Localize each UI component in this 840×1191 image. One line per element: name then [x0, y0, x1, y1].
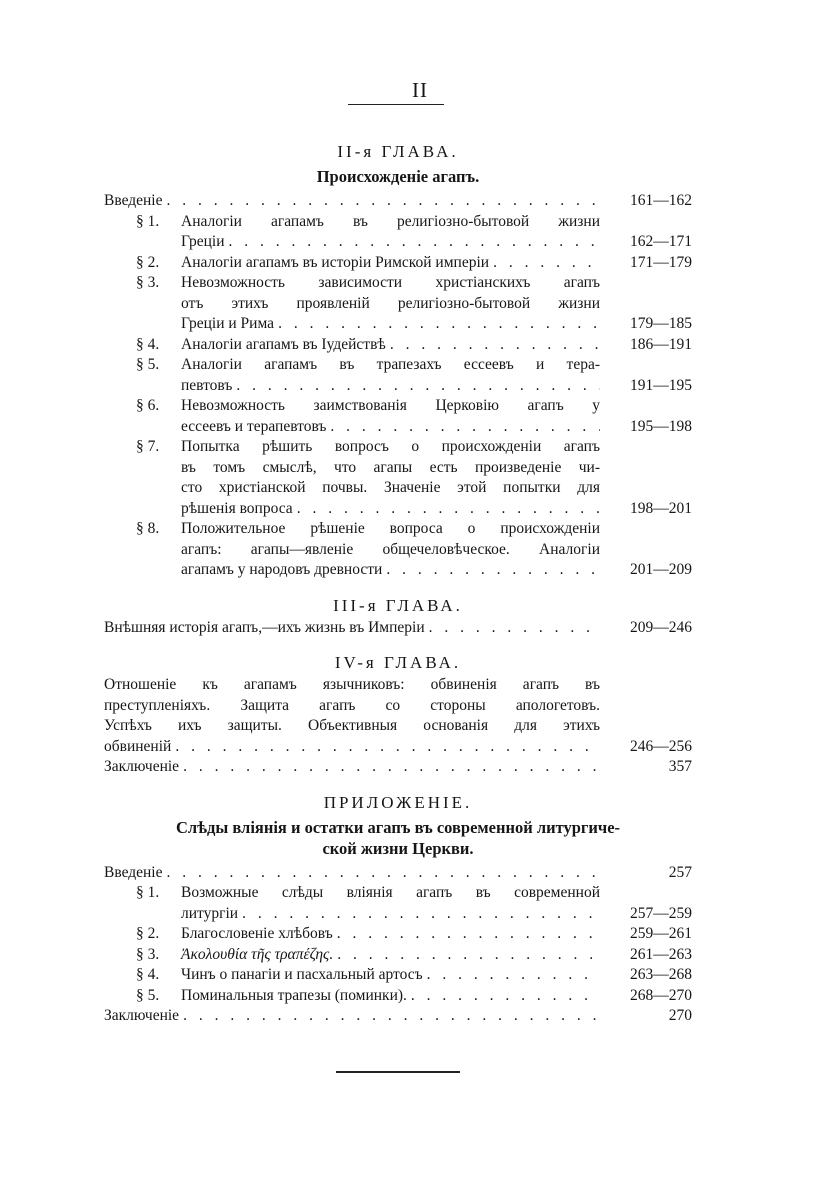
toc-entry	[104, 273, 692, 335]
toc-entry	[104, 396, 692, 437]
page-range: 263—268	[630, 966, 692, 983]
entry-text: Аналогіи агапамъ въ Іудействѣ	[181, 335, 386, 353]
dot-leader	[333, 924, 600, 945]
dot-leader	[425, 618, 600, 639]
chapter-title: Слѣды вліянія и остатки агапъ въ современной литургиче- ской жизни Церкви.	[175, 817, 621, 858]
chapter-heading: II-я ГЛАВА.	[337, 142, 459, 161]
header-rule	[348, 104, 444, 105]
entry-text: Введеніе	[104, 863, 163, 881]
entry-last-line	[181, 314, 692, 335]
toc-entry	[104, 965, 692, 986]
toc-entry	[104, 253, 692, 274]
entry-text: Возможные слѣды вліянія агапъ въ современной	[181, 884, 600, 901]
entry-text: Поминальныя трапезы (поминки).	[181, 986, 407, 1004]
page-range: 171—179	[630, 253, 692, 271]
entry-continuation-line: сто христіанской почвы. Значеніе этой попытки для	[181, 479, 600, 496]
page-range: 259—261	[630, 925, 692, 942]
page-range: 191—195	[630, 376, 692, 394]
dot-leader	[238, 904, 600, 925]
entry-text: Введеніе	[104, 192, 163, 209]
entry-text: певтовъ	[181, 376, 233, 394]
entry-first-line	[136, 519, 692, 540]
entry-first-line	[136, 335, 692, 356]
toc-entry	[104, 945, 692, 966]
page-range: 261—263	[630, 945, 692, 963]
page-range: 201—209	[630, 561, 692, 578]
dot-leader	[333, 945, 600, 966]
dot-leader	[274, 314, 600, 335]
entry-last-line	[181, 560, 692, 581]
dot-leader	[171, 737, 600, 758]
section-number: § 2.	[136, 925, 160, 942]
page-range: 257—259	[630, 904, 692, 922]
entry-first-line	[104, 191, 692, 212]
toc-entry	[104, 675, 692, 757]
page-range: 162—171	[630, 233, 692, 250]
entry-text: Внѣшняя исторія агапъ,—ихъ жизнь въ Имперіи	[104, 618, 425, 636]
entry-last-line	[181, 232, 692, 253]
page-range: 268—270	[630, 986, 692, 1004]
toc-entry	[104, 335, 692, 356]
dot-leader	[407, 986, 600, 1007]
entry-last-line	[181, 376, 692, 397]
section-gap	[104, 581, 692, 592]
entry-first-line	[136, 396, 692, 417]
dot-leader	[423, 965, 600, 986]
toc-entry	[104, 924, 692, 945]
entry-last-line	[104, 737, 692, 758]
dot-leader	[293, 499, 600, 520]
section-number: § 6.	[136, 397, 160, 414]
toc-entry	[104, 437, 692, 519]
dot-leader	[163, 191, 601, 212]
dot-leader	[225, 232, 600, 253]
section-number: § 4.	[136, 335, 160, 353]
section-number: § 5.	[136, 986, 160, 1004]
entry-continuation-line: въ томъ смыслѣ, что агапы есть произведеніе чи-	[181, 458, 600, 476]
toc-entry	[104, 757, 692, 778]
entry-text: Невозможность заимствованія Церковію агапъ у	[181, 397, 600, 414]
section-number: § 8.	[136, 520, 160, 537]
page-range: 246—256	[630, 737, 692, 755]
entry-first-line	[136, 883, 692, 904]
table-of-contents	[104, 138, 692, 1027]
dot-leader	[382, 560, 600, 581]
entry-first-line	[136, 945, 692, 966]
section-number: § 5.	[136, 356, 160, 373]
entry-text: ессеевъ и терапевтовъ	[181, 417, 327, 435]
entry-first-line	[104, 1006, 692, 1027]
entry-first-line	[136, 355, 692, 376]
page-range: 195—198	[630, 417, 692, 435]
page-range: 209—246	[630, 618, 692, 636]
toc-entry	[104, 986, 692, 1007]
footer-rule	[336, 1071, 460, 1073]
entry-first-line	[136, 437, 692, 458]
section-number: § 1.	[136, 884, 160, 901]
page-range: 179—185	[630, 315, 692, 332]
chapter-title: Происхожденіе агапъ.	[316, 167, 480, 186]
section-number: § 2.	[136, 253, 160, 271]
toc-entry	[104, 618, 692, 639]
entry-first-line	[104, 618, 692, 639]
entry-continuation-line: агапъ: агапы—явленіе общечеловѣческое. Аналогіи	[181, 540, 600, 558]
entry-text: Ἀκολουθία τῆς τραπέζης.	[181, 945, 334, 963]
entry-continuation-line: Успѣхъ ихъ защиты. Объективныя основанія для этихъ	[104, 717, 600, 734]
section-number: § 4.	[136, 966, 160, 983]
section-gap	[104, 638, 692, 649]
page-range: 270	[668, 1007, 692, 1024]
entry-text: Заключеніе	[104, 758, 180, 775]
page-range: 357	[668, 758, 692, 775]
dot-leader	[179, 757, 600, 778]
section-number: § 7.	[136, 438, 160, 455]
entry-continuation-line: отъ этихъ проявленій религіозно-бытовой жизни	[181, 294, 600, 312]
entry-text: Благословеніе хлѣбовъ	[181, 925, 333, 942]
toc-entry	[104, 1006, 692, 1027]
page-range: 186—191	[630, 335, 692, 353]
page-number: II	[412, 78, 428, 102]
entry-continuation-line: преступленіяхъ. Защита агапъ со стороны апологетовъ.	[104, 696, 600, 714]
entry-text: Аналогіи агапамъ въ религіозно-бытовой жизни	[181, 212, 600, 230]
dot-leader	[326, 417, 600, 438]
entry-first-line	[104, 863, 692, 884]
toc-entry	[104, 863, 692, 884]
section-number: § 1.	[136, 212, 160, 230]
entry-text: Попытка рѣшить вопросъ о происхожденіи агапъ	[181, 438, 600, 455]
entry-text: обвиненій	[104, 737, 172, 755]
entry-first-line	[136, 924, 692, 945]
page-range: 161—162	[630, 192, 692, 209]
entry-last-line	[181, 904, 692, 925]
dot-leader	[163, 863, 601, 884]
chapter-heading: III-я ГЛАВА.	[333, 595, 463, 615]
chapter-heading: ПРИЛОЖЕНІЕ.	[323, 792, 473, 812]
entry-last-line	[181, 499, 692, 520]
toc-entry	[104, 212, 692, 253]
entry-text: Заключеніе	[104, 1007, 180, 1024]
entry-text: Отношеніе къ агапамъ язычниковъ: обвиненія агапъ въ	[104, 676, 600, 693]
entry-text: Аналогіи агапамъ въ исторіи Римской имперіи	[181, 253, 490, 271]
dot-leader	[489, 253, 600, 274]
page-range: 198—201	[630, 499, 692, 517]
entry-first-line	[104, 757, 692, 778]
entry-text: литургіи	[181, 904, 239, 922]
entry-text: агапамъ у народовъ древности	[181, 561, 383, 578]
entry-first-line	[136, 965, 692, 986]
entry-text: Греціи и Рима	[181, 315, 275, 332]
entry-text: рѣшенія вопроса	[181, 499, 293, 517]
toc-entry	[104, 519, 692, 581]
entry-last-line	[181, 417, 692, 438]
entry-first-line	[104, 675, 692, 696]
entry-text: Положительное рѣшеніе вопроса о происхожденіи	[181, 520, 600, 537]
toc-entry	[104, 355, 692, 396]
entry-first-line	[136, 212, 692, 233]
entry-text: Греціи	[181, 233, 225, 250]
dot-leader	[179, 1006, 600, 1027]
toc-entry	[104, 191, 692, 212]
section-number: § 3.	[136, 274, 160, 291]
entry-text: Аналогіи агапамъ въ трапезахъ ессеевъ и тера-	[181, 356, 600, 373]
entry-text: Чинъ о панагіи и пасхальный артосъ	[181, 966, 423, 983]
section-gap	[104, 778, 692, 789]
chapter-heading: IV-я ГЛАВА.	[334, 653, 462, 672]
entry-first-line	[136, 273, 692, 294]
section-number: § 3.	[136, 945, 160, 963]
entry-text: Невозможность зависимости христіанскихъ агапъ	[181, 274, 600, 291]
page-range: 257	[668, 863, 692, 881]
toc-entry	[104, 883, 692, 924]
dot-leader	[386, 335, 600, 356]
dot-leader	[232, 376, 600, 397]
entry-first-line	[136, 986, 692, 1007]
entry-first-line	[136, 253, 692, 274]
